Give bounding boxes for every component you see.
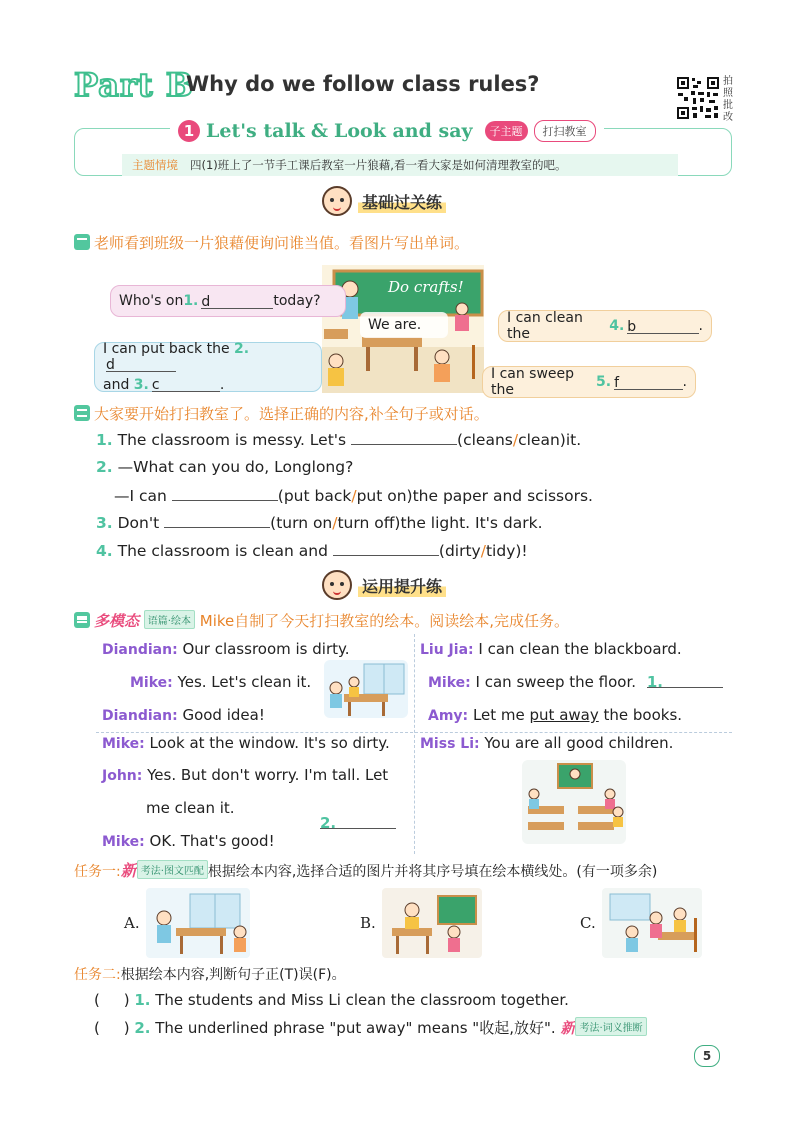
answer-blank-2[interactable] <box>172 486 278 501</box>
child-face-icon-2 <box>322 570 352 600</box>
context-row <box>122 154 678 176</box>
blank-3[interactable]: c <box>152 377 220 392</box>
option-c[interactable] <box>580 888 702 958</box>
option-a-picture <box>146 888 250 958</box>
option-c-label: C. <box>580 914 596 932</box>
blank-5[interactable]: f <box>614 375 682 390</box>
option-a-label: A. <box>124 914 140 932</box>
text-type-tag: 语篇·绘本 <box>144 610 195 629</box>
qr-side-text: 拍照批改 <box>723 76 733 123</box>
story-p3-line2: John: Yes. But don't worry. I'm tall. Let <box>102 766 389 784</box>
bubble-1: Who's on 1. d today? <box>110 285 346 317</box>
qr-code[interactable] <box>676 76 720 120</box>
question-2-3: 3. Don't (turn on/turn off)the light. It's dark. <box>96 514 543 532</box>
story-p3-line2b: me clean it. <box>146 799 235 817</box>
sub-theme: 打扫教室 <box>534 120 596 142</box>
section-1-title: 老师看到班级一片狼藉便询问谁当值。看图片写出单词。 <box>74 232 469 253</box>
multimodal-label: 多模态 <box>94 612 140 630</box>
answer-blank-1[interactable] <box>351 430 457 445</box>
basic-banner-text: 基础过关练 <box>358 190 446 213</box>
answer-blank-4[interactable] <box>333 541 439 556</box>
option-a[interactable] <box>124 888 250 958</box>
task-2-q1: ( ) 1. The students and Miss Li clean the classroom together. <box>94 991 569 1009</box>
lesson-title-a: Let's talk <box>206 120 305 142</box>
underlined-phrase: put away <box>529 706 599 724</box>
story-p4-line1: Miss Li: You are all good children. <box>420 734 674 752</box>
blank-2[interactable]: d <box>106 357 176 372</box>
section-2-title: 大家要开始打扫教室了。选择正确的内容,补全句子或对话。 <box>74 403 489 424</box>
lesson-amp: & <box>310 120 328 142</box>
story-picture-1 <box>324 660 408 718</box>
question-2-2-answer: —I can (put back/put on)the paper and scissors. <box>114 487 593 505</box>
section-3-icon <box>74 612 90 628</box>
story-picture-4 <box>522 760 626 844</box>
task-2-label: 任务二: <box>74 967 121 983</box>
advanced-banner <box>322 570 446 600</box>
bubble-3: I can clean the 4. b . <box>498 310 712 342</box>
lesson-title-b: Look and say <box>333 120 473 142</box>
answer-blank-3[interactable] <box>164 513 270 528</box>
task-1-label: 任务一: <box>74 864 121 880</box>
task-2-tag: 考法·词义推断 <box>575 1017 646 1036</box>
section-1-icon <box>74 234 90 250</box>
page-question: Why do we follow class rules? <box>186 72 540 96</box>
lesson-title-row <box>170 116 604 146</box>
child-face-icon <box>322 186 352 216</box>
story-p2-line2: Mike: I can sweep the floor. 1. <box>428 673 723 691</box>
blackboard-text: Do crafts! <box>388 278 464 296</box>
blank-1[interactable]: d <box>201 294 273 309</box>
bubble-2: We are. <box>360 312 448 338</box>
answer-paren-2[interactable]: ( ) <box>94 1019 130 1037</box>
blank-4[interactable]: b <box>627 319 698 334</box>
part-label: Part B <box>74 66 194 104</box>
story-p2-line3: Amy: Let me put away the books. <box>428 706 683 724</box>
section-2-icon <box>74 405 90 421</box>
option-c-picture <box>602 888 702 958</box>
bubble-5: I can sweep the 5. f . <box>482 366 696 398</box>
story-p3-line3: Mike: OK. That's good! <box>102 832 275 850</box>
question-2-1: 1. The classroom is messy. Let's (cleans/clean)it. <box>96 431 582 449</box>
option-b[interactable] <box>360 888 482 958</box>
story-blank-1[interactable]: 1. <box>647 673 723 688</box>
lesson-number: 1 <box>178 120 200 142</box>
story-blank-2[interactable]: 2. <box>320 814 396 832</box>
story-p1-line3: Diandian: Good idea! <box>102 706 265 724</box>
sub-theme-badge: 子主题 <box>485 121 528 141</box>
new-badge-2: 新 <box>560 1019 576 1037</box>
context-label: 主题情境 <box>132 158 178 172</box>
bubble-4: I can put back the 2.d and 3. c . <box>94 342 322 392</box>
story-p2-line1: Liu Jia: I can clean the blackboard. <box>420 640 682 658</box>
basic-banner <box>322 186 446 216</box>
option-b-picture <box>382 888 482 958</box>
question-2-2: 2. —What can you do, Longlong? <box>96 458 354 476</box>
story-p1-line1: Diandian: Our classroom is dirty. <box>102 640 350 658</box>
context-text: 四(1)班上了一节手工课后教室一片狼藉,看一看大家是如何清理教室的吧。 <box>190 158 567 172</box>
task-2: 任务二:根据绘本内容,判断句子正(T)误(F)。 <box>74 967 346 983</box>
question-2-4: 4. The classroom is clean and (dirty/tidy)! <box>96 542 528 560</box>
page-number: 5 <box>694 1045 720 1067</box>
task-1: 任务一:新 考法·图文匹配 根据绘本内容,选择合适的图片并将其序号填在绘本横线处。(有一项多余) <box>74 861 658 880</box>
answer-paren-1[interactable]: ( ) <box>94 991 130 1009</box>
advanced-banner-text: 运用提升练 <box>358 574 446 597</box>
task-1-tag: 考法·图文匹配 <box>137 860 208 879</box>
new-badge-1: 新 <box>120 861 137 880</box>
task-2-q2: ( ) 2. The underlined phrase "put away" means "收起,放好". 新 考法·词义推断 <box>94 1017 647 1038</box>
story-p3-line1: Mike: Look at the window. It's so dirty. <box>102 734 390 752</box>
option-b-label: B. <box>360 914 376 932</box>
story-p1-line2: Mike: Yes. Let's clean it. <box>130 673 312 691</box>
section-3-title: 多模态 语篇·绘本 Mike自制了今天打扫教室的绘本。阅读绘本,完成任务。 <box>74 610 569 631</box>
